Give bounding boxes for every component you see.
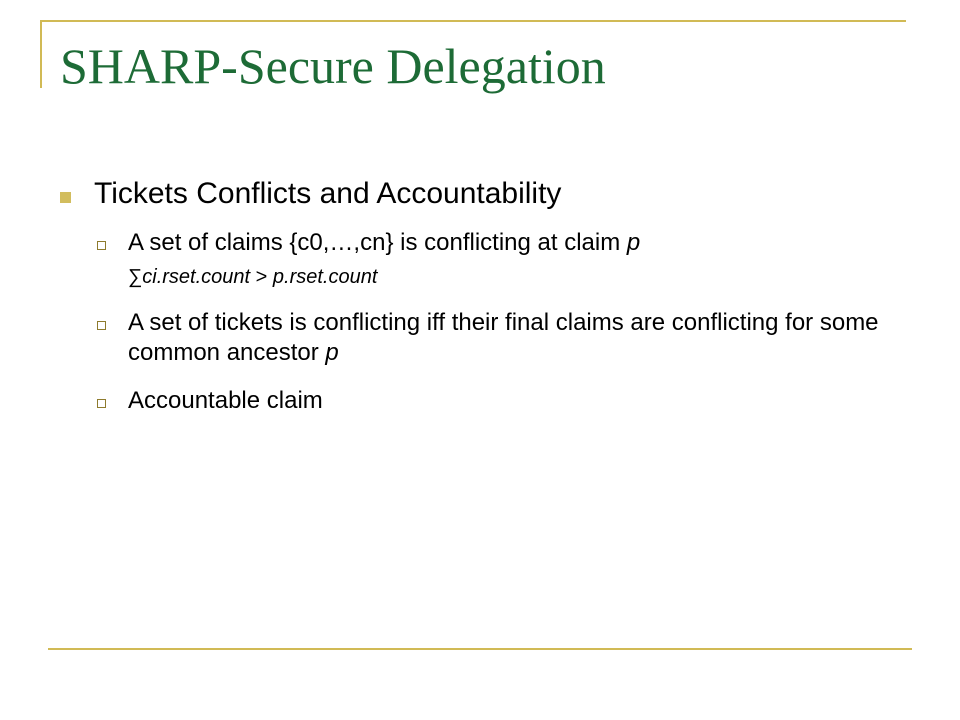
variable-p: p: [325, 339, 339, 366]
sub-bullet-text: Accountable claim: [128, 387, 323, 414]
hollow-square-bullet-icon: [97, 241, 106, 250]
bottom-accent-rule: [48, 648, 912, 650]
slide-body: [60, 174, 900, 416]
hollow-square-bullet-icon: [97, 321, 106, 330]
formula-lhs: ci.rset.count: [142, 266, 251, 288]
slide-title: SHARP-Secure Delegation: [60, 38, 606, 94]
sub-bullet-accountable-claim: [94, 386, 900, 416]
sub-bullet-conflicting-claims: [94, 228, 900, 290]
conflict-formula: [128, 264, 900, 290]
summation-symbol: ∑: [128, 266, 143, 288]
filled-square-bullet-icon: [60, 192, 71, 203]
left-accent-rule: [40, 20, 42, 88]
bullet-text: Tickets Conflicts and Accountability: [94, 177, 562, 210]
formula-rhs: p.rset.count: [272, 266, 378, 288]
sub-bullet-text: A set of claims {c0,…,cn} is conflicting at claim: [128, 229, 627, 256]
sub-bullet-conflicting-tickets: [94, 308, 900, 368]
variable-p: p: [626, 229, 641, 256]
hollow-square-bullet-icon: [97, 399, 106, 408]
top-accent-rule: [40, 20, 906, 22]
sub-bullet-text: A set of tickets is conflicting iff their final claims are conflicting for some common ancestor: [128, 309, 879, 366]
formula-operator: >: [250, 266, 273, 288]
bullet-tickets-conflicts: [60, 174, 900, 214]
